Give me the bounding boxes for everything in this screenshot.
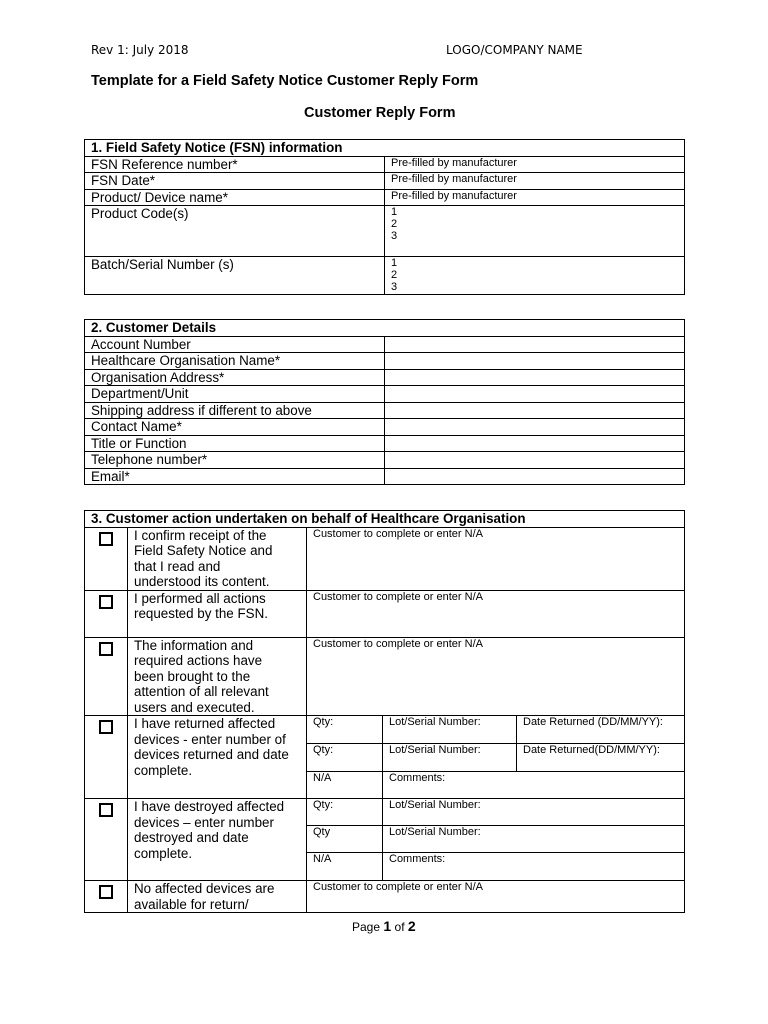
product-code-1: 1 xyxy=(391,206,398,218)
customer-action-table xyxy=(84,510,685,913)
returned-devices-checkbox[interactable] xyxy=(85,716,128,799)
section3-title: 3. Customer action undertaken on behalf of Healthcare Organisation xyxy=(85,511,685,528)
contact-name-label: Contact Name* xyxy=(85,419,385,436)
returned-qty-2[interactable]: Qty: xyxy=(307,744,383,772)
returned-date-1[interactable]: Date Returned (DD/MM/YY): xyxy=(517,716,685,744)
section1-title: 1. Field Safety Notice (FSN) information xyxy=(85,140,685,157)
title-function-label: Title or Function xyxy=(85,435,385,452)
performed-actions-checkbox[interactable] xyxy=(85,590,128,637)
revision-label: Rev 1: July 2018 xyxy=(91,43,189,57)
product-code-values[interactable] xyxy=(385,206,685,257)
fsn-info-table xyxy=(84,139,685,295)
fsn-date-label: FSN Date* xyxy=(85,173,385,190)
text-line: No affected devices are xyxy=(134,881,275,896)
text-line: required actions have xyxy=(134,653,263,668)
product-code-2: 2 xyxy=(391,218,398,230)
checkbox-icon xyxy=(99,595,113,609)
text-line: I have returned affected xyxy=(134,716,276,731)
destroyed-comments[interactable]: Comments: xyxy=(383,853,685,881)
title-function-field[interactable] xyxy=(385,435,685,452)
action-row xyxy=(85,716,685,744)
table-row xyxy=(85,173,685,190)
destroyed-qty-1[interactable]: Qty: xyxy=(307,799,383,826)
confirm-receipt-text xyxy=(128,527,307,590)
action-row xyxy=(85,590,685,637)
organisation-name-field[interactable] xyxy=(385,353,685,370)
section2-title: 2. Customer Details xyxy=(85,320,685,337)
logo-placeholder: LOGO/COMPANY NAME xyxy=(446,43,583,57)
text-line: devices - enter number of xyxy=(134,731,286,747)
returned-qty-1[interactable]: Qty: xyxy=(307,716,383,744)
text-line: complete. xyxy=(134,762,193,778)
action-row xyxy=(85,527,685,590)
text-line: destroyed and date xyxy=(134,830,249,845)
page-word: Page xyxy=(352,920,381,934)
text-line: requested by the FSN. xyxy=(134,606,268,621)
action-row xyxy=(85,799,685,826)
batch-serial-1: 1 xyxy=(391,257,398,269)
destroyed-na[interactable]: N/A xyxy=(307,853,383,881)
returned-devices-text xyxy=(128,716,307,799)
batch-serial-label: Batch/Serial Number (s) xyxy=(85,257,385,295)
total-pages: 2 xyxy=(407,918,416,934)
table-row xyxy=(85,189,685,206)
text-line: been brought to the xyxy=(134,668,251,684)
fsn-reference-label: FSN Reference number* xyxy=(85,156,385,173)
table-row xyxy=(85,206,685,257)
organisation-address-label: Organisation Address* xyxy=(85,369,385,386)
text-line: that I read and xyxy=(134,558,221,574)
information-brought-field[interactable]: Customer to complete or enter N/A xyxy=(307,637,685,716)
text-line: available for return/ xyxy=(134,896,249,912)
action-row xyxy=(85,881,685,913)
no-devices-checkbox[interactable] xyxy=(85,881,128,913)
text-line: attention of all relevant xyxy=(134,684,269,699)
text-line: understood its content. xyxy=(134,574,270,589)
text-line: users and executed. xyxy=(134,699,255,715)
no-devices-text xyxy=(128,881,307,913)
form-subtitle: Customer Reply Form xyxy=(304,105,456,121)
contact-name-field[interactable] xyxy=(385,419,685,436)
information-brought-checkbox[interactable] xyxy=(85,637,128,716)
batch-serial-3: 3 xyxy=(391,281,398,293)
batch-serial-values[interactable] xyxy=(385,257,685,295)
checkbox-icon xyxy=(99,803,113,817)
text-line: devices returned and date xyxy=(134,747,289,762)
department-field[interactable] xyxy=(385,386,685,403)
returned-lot-1[interactable]: Lot/Serial Number: xyxy=(383,716,517,744)
account-number-label: Account Number xyxy=(85,336,385,353)
checkbox-icon xyxy=(99,532,113,546)
returned-lot-2[interactable]: Lot/Serial Number: xyxy=(383,744,517,772)
text-line: I have destroyed affected xyxy=(134,799,285,814)
performed-actions-field[interactable]: Customer to complete or enter N/A xyxy=(307,590,685,637)
department-label: Department/Unit xyxy=(85,386,385,403)
destroyed-devices-checkbox[interactable] xyxy=(85,799,128,881)
of-word: of xyxy=(394,920,405,934)
action-row xyxy=(85,637,685,716)
destroyed-qty-2[interactable]: Qty xyxy=(307,826,383,853)
table-row xyxy=(85,257,685,295)
text-line: devices – enter number xyxy=(134,814,274,830)
page-number xyxy=(352,918,416,934)
returned-na[interactable]: N/A xyxy=(307,772,383,799)
telephone-label: Telephone number* xyxy=(85,452,385,469)
page-title: Template for a Field Safety Notice Customer Reply Form xyxy=(91,73,479,89)
confirm-receipt-field[interactable]: Customer to complete or enter N/A xyxy=(307,527,685,590)
account-number-field[interactable] xyxy=(385,336,685,353)
product-code-3: 3 xyxy=(391,230,398,242)
destroyed-devices-text xyxy=(128,799,307,881)
product-name-value[interactable]: Pre-filled by manufacturer xyxy=(385,189,685,206)
current-page: 1 xyxy=(383,918,392,934)
information-brought-text xyxy=(128,637,307,716)
returned-date-2[interactable]: Date Returned(DD/MM/YY): xyxy=(517,744,685,772)
telephone-field[interactable] xyxy=(385,452,685,469)
product-code-label: Product Code(s) xyxy=(85,206,385,257)
destroyed-lot-2[interactable]: Lot/Serial Number: xyxy=(383,826,685,853)
organisation-address-field[interactable] xyxy=(385,369,685,386)
batch-serial-2: 2 xyxy=(391,269,398,281)
returned-comments[interactable]: Comments: xyxy=(383,772,685,799)
table-row xyxy=(85,156,685,173)
text-line: I performed all actions xyxy=(134,590,266,606)
checkbox-icon xyxy=(99,885,113,899)
confirm-receipt-checkbox[interactable] xyxy=(85,527,128,590)
customer-details-table xyxy=(84,319,685,485)
email-label: Email* xyxy=(85,468,385,485)
text-line: complete. xyxy=(134,845,193,861)
destroyed-lot-1[interactable]: Lot/Serial Number: xyxy=(383,799,685,826)
shipping-address-label: Shipping address if different to above xyxy=(85,402,385,419)
text-line: Field Safety Notice and xyxy=(134,543,273,558)
no-devices-field[interactable]: Customer to complete or enter N/A xyxy=(307,881,685,913)
shipping-address-field[interactable] xyxy=(385,402,685,419)
email-field[interactable] xyxy=(385,468,685,485)
organisation-name-label: Healthcare Organisation Name* xyxy=(85,353,385,370)
checkbox-icon xyxy=(99,642,113,656)
product-name-label: Product/ Device name* xyxy=(85,189,385,206)
fsn-reference-value[interactable]: Pre-filled by manufacturer xyxy=(385,156,685,173)
text-line: The information and xyxy=(134,637,254,653)
checkbox-icon xyxy=(99,720,113,734)
performed-actions-text xyxy=(128,590,307,637)
text-line: I confirm receipt of the xyxy=(134,527,267,543)
fsn-date-value[interactable]: Pre-filled by manufacturer xyxy=(385,173,685,190)
